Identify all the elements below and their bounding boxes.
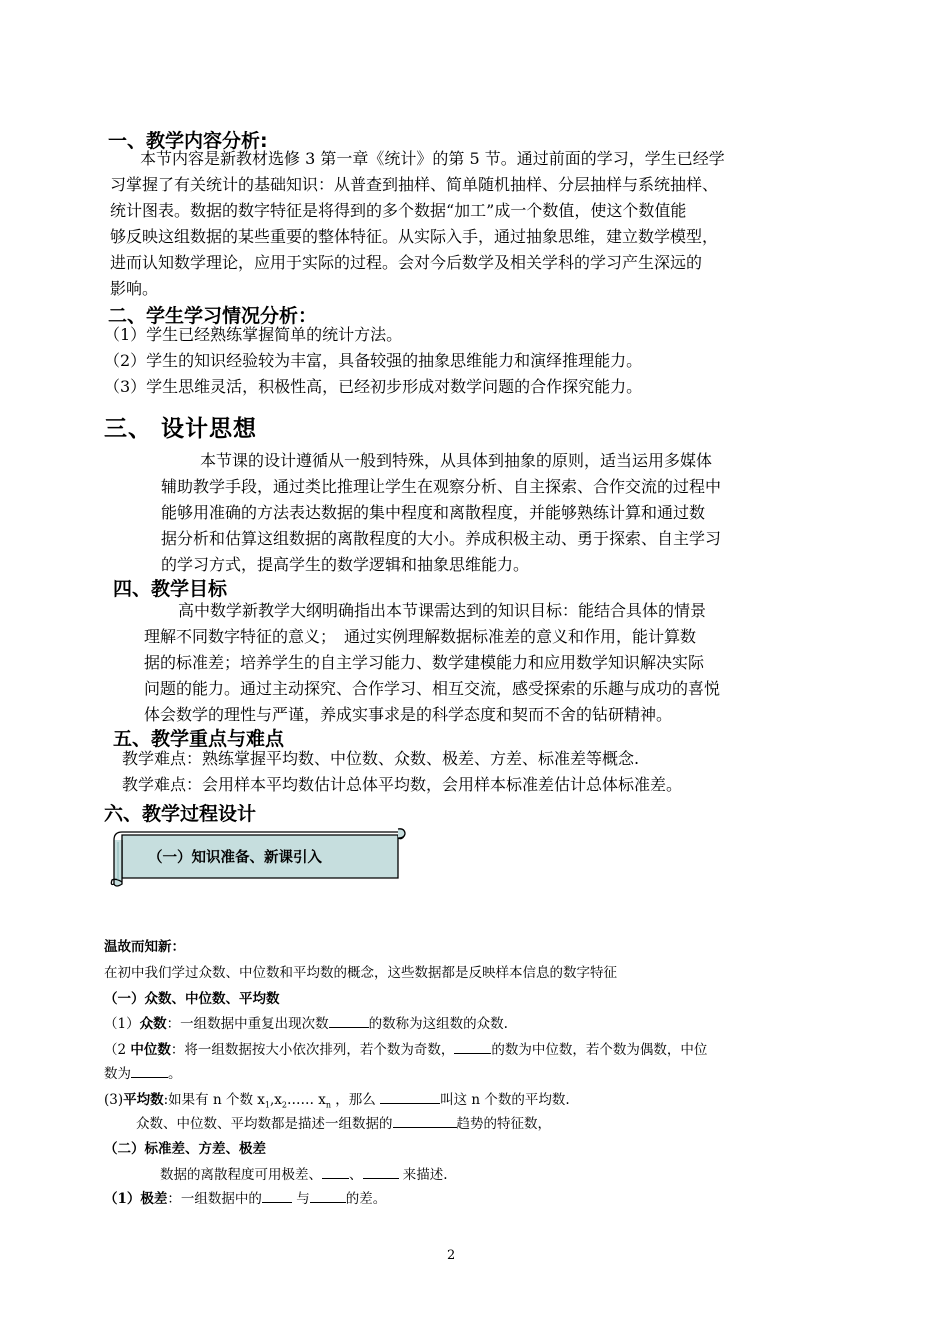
section-2-heading: 二、学生学习情况分析： [108, 305, 318, 327]
section-4-line-4: 问题的能力。通过主动探究、合作学习、相互交流，感受探索的乐趣与成功的喜悦 [144, 679, 721, 698]
median-text-c: 数为 [104, 1066, 131, 1082]
summary-text-b: 趋势的特征数， [456, 1116, 551, 1132]
dispersion-line [160, 1164, 448, 1186]
median-definition-cont [104, 1063, 182, 1085]
mean-term: 平均数 [123, 1092, 164, 1108]
mean-sub-2: 2 [281, 1100, 287, 1110]
range-blank-1[interactable] [262, 1188, 292, 1203]
range-text-b: 与 [291, 1191, 310, 1207]
median-blank-1[interactable] [454, 1039, 491, 1054]
section-1-line-5: 进而认知数学理论，应用于实际的过程。会对今后数学及相关学科的学习产生深远的 [110, 253, 703, 272]
summary-blank[interactable] [393, 1113, 457, 1128]
section-4-line-5: 体会数学的理性与严谨，养成实事求是的科学态度和契而不舍的钻研精神。 [144, 705, 673, 724]
mean-text-b: ，那么 [331, 1092, 381, 1108]
section-1-line-4: 够反映这组数据的某些重要的整体特征。从实际入手，通过抽象思维，建立数学模型， [110, 227, 719, 246]
range-blank-2[interactable] [310, 1188, 346, 1203]
mode-definition [104, 1013, 508, 1035]
section-1-heading: 一、教学内容分析: [108, 130, 268, 152]
section-6-heading: 六、教学过程设计 [104, 803, 257, 825]
mean-text-a: :如果有 n 个数 x [163, 1092, 265, 1108]
section-2-item-1: （1）学生已经熟练掌握简单的统计方法。 [104, 325, 403, 344]
range-text-a: ：一组数据中的 [167, 1191, 262, 1207]
median-text-a: ：将一组数据按大小依次排列，若个数为奇数， [170, 1042, 455, 1058]
mean-sub-1: 1 [264, 1100, 270, 1110]
section-1-line-6: 影响。 [110, 279, 159, 298]
section-5-line-2: 教学难点：会用样本平均数估计总体平均数，会用样本标准差估计总体标准差。 [122, 775, 683, 794]
section-1-line-1: 本节内容是新教材选修 3 第一章《统计》的第 5 节。通过前面的学习，学生已经学 [140, 149, 725, 168]
mode-prefix: （1） [104, 1016, 140, 1032]
range-text-c: 的差。 [345, 1191, 387, 1207]
dispersion-text-b: 、 [349, 1167, 363, 1183]
dispersion-blank-2[interactable] [363, 1164, 399, 1179]
section-1-line-3: 统计图表。数据的数字特征是将得到的多个数据“加工”成一个数值，使这个数值能 [110, 201, 687, 220]
page-number: 2 [447, 1248, 456, 1263]
range-prefix: （1） [104, 1191, 141, 1207]
section-4-heading: 四、教学目标 [113, 578, 228, 600]
section-3-line-2: 辅助教学手段，通过类比推理让学生在观察分析、自主探索、合作交流的过程中 [161, 477, 722, 496]
scroll-banner-label: （一）知识准备、新课引入 [148, 850, 322, 866]
section-3-line-3: 能够用准确的方法表达数据的集中程度和离散程度，并能够熟练计算和通过数 [161, 503, 706, 522]
section-5-heading: 五、教学重点与难点 [113, 728, 285, 750]
section-2-item-2: （2）学生的知识经验较为丰富，具备较强的抽象思维能力和演绎推理能力。 [104, 351, 643, 370]
median-text-b: 的数为中位数，若个数为偶数，中位 [491, 1042, 708, 1058]
mean-comma: ,x [269, 1092, 282, 1108]
section-2-item-3: （3）学生思维灵活，积极性高，已经初步形成对数学问题的合作探究能力。 [104, 377, 643, 396]
median-prefix: （2 [104, 1042, 131, 1058]
section-4-line-2: 理解不同数字特征的意义； 通过实例理解数据标准差的意义和作用，能计算数 [144, 627, 697, 646]
review-intro: 在初中我们学过众数、中位数和平均数的概念，这些数据都是反映样本信息的数字特征 [104, 965, 617, 981]
median-definition [104, 1039, 707, 1061]
section-3-line-1: 本节课的设计遵循从一般到特殊，从具体到抽象的原则，适当运用多媒体 [200, 451, 713, 470]
mode-term: 众数 [139, 1016, 167, 1032]
median-text-d: 。 [168, 1066, 182, 1082]
range-term: 极差 [140, 1191, 168, 1207]
section-3-line-4: 据分析和估算这组数据的离散程度的大小。养成积极主动、勇于探索、自主学习 [161, 529, 722, 548]
mode-blank[interactable] [329, 1013, 369, 1028]
mode-text-a: ：一组数据中重复出现次数 [166, 1016, 329, 1032]
dispersion-blank-1[interactable] [322, 1164, 349, 1179]
mean-prefix: (3) [104, 1092, 124, 1108]
mean-blank[interactable] [380, 1089, 440, 1104]
dispersion-text-c: 来描述. [398, 1167, 448, 1183]
section-4-line-1: 高中数学新教学大纲明确指出本节课需达到的知识目标：能结合具体的情景 [178, 601, 707, 620]
review-subheading-1: （一）众数、中位数、平均数 [104, 991, 280, 1007]
review-title: 温故而知新： [104, 939, 185, 955]
section-4-line-3: 据的标准差；培养学生的自主学习能力、数学建模能力和应用数学知识解决实际 [144, 653, 705, 672]
section-5-line-1: 教学难点：熟练掌握平均数、中位数、众数、极差、方差、标准差等概念. [122, 749, 640, 768]
summary-text-a: 众数、中位数、平均数都是描述一组数据的 [136, 1116, 393, 1132]
median-blank-2[interactable] [131, 1063, 168, 1078]
summary-line [136, 1113, 551, 1135]
dispersion-text-a: 数据的离散程度可用极差、 [160, 1167, 322, 1183]
section-3-heading: 三、 设计思想 [104, 416, 258, 442]
mean-dots: …… x [286, 1092, 326, 1108]
section-3-line-5: 的学习方式，提高学生的数学逻辑和抽象思维能力。 [161, 555, 530, 574]
mean-text-c: 叫这 n 个数的平均数. [440, 1092, 570, 1108]
median-term: 中位数 [130, 1042, 171, 1058]
section-1-line-2: 习掌握了有关统计的基础知识：从普查到抽样、简单随机抽样、分层抽样与系统抽样、 [110, 175, 719, 194]
mode-text-b: 的数称为这组数的众数. [368, 1016, 508, 1032]
range-definition [104, 1188, 386, 1210]
review-subheading-2: （二）标准差、方差、极差 [104, 1141, 266, 1157]
mean-sub-n: n [325, 1100, 332, 1110]
